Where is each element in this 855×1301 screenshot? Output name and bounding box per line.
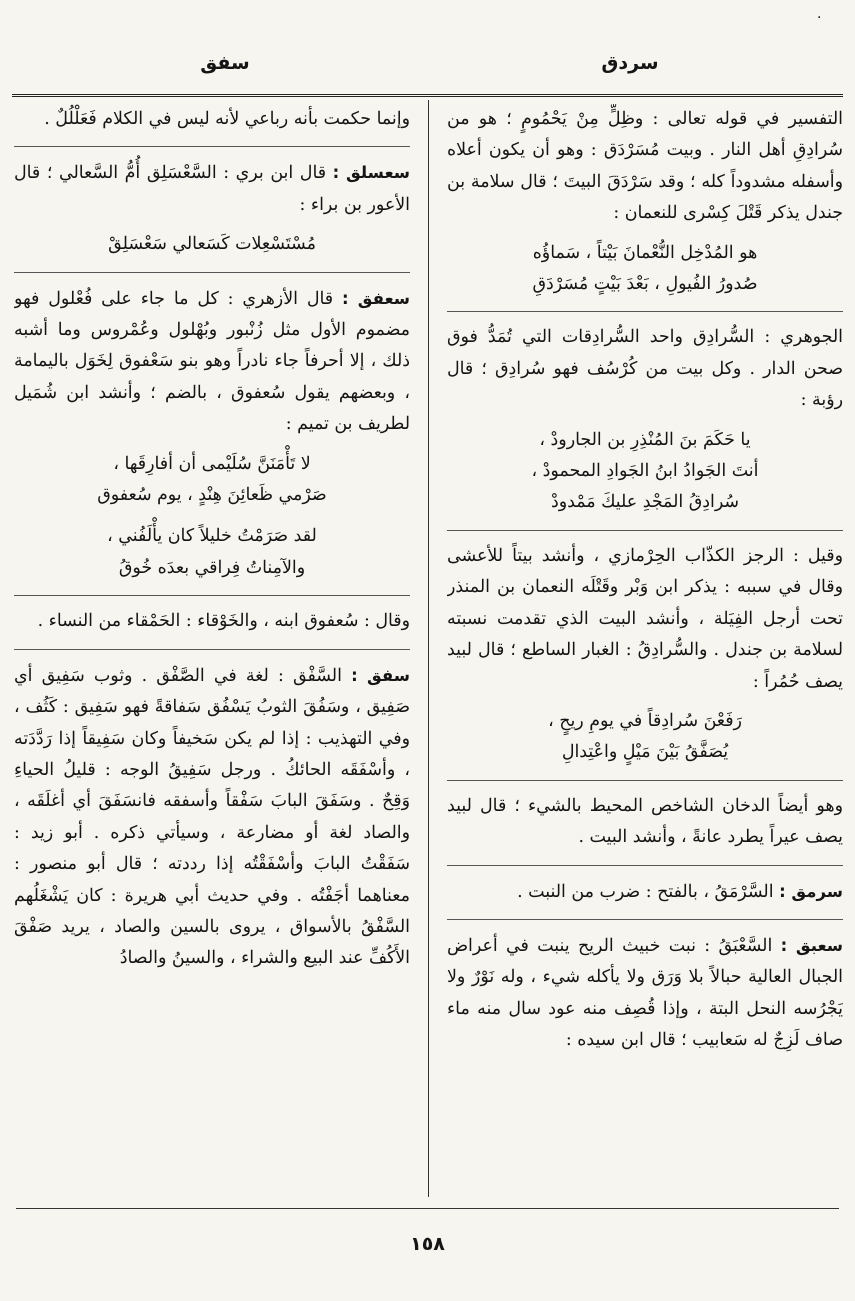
entry-text: قال الأزهري : كل ما جاء على فُعْلول فهو مضموم الأول مثل زُنْبور وبُهْلول وعُمْروس وما أشبه ذلك ، إلا أحرفاً جاء نادراً وهو بنو سَعْفوق لِخَوَل باليمامة ، وبعضهم يقول سُعفوق ، بالضم ؛ وأنشد ابن شُمَيل لطريف بن تميم : bbox=[14, 288, 410, 435]
entry-headword: سفق : bbox=[351, 665, 410, 685]
entry-separator bbox=[14, 649, 410, 650]
verse-line: لقد صَرَمْتُ خليلاً كان يأْلَفُني ، bbox=[107, 526, 317, 547]
verse-line: لا تَأْمَنَنَّ سُلَيْمى أن أفارِقَها ، bbox=[113, 453, 311, 474]
verse-line: هو المُدْخِل النُّعْمانَ بَيْتاً ، سَماؤُه bbox=[532, 242, 758, 263]
verse-line: يُصَفَّقُ بَيْنَ مَيْلٍ واعْتِدالِ bbox=[561, 742, 729, 763]
verse-line: صُدورُ الفُيولِ ، بَعْدَ بَيْتٍ مُسَرْدَقِ bbox=[532, 274, 758, 295]
footer-rule bbox=[16, 1208, 839, 1209]
corner-mark: . bbox=[817, 6, 822, 22]
entry-text: قال ابن بري : السَّعْسَلِق أُمُّ السَّعالي ؛ قال الأعور بن براء : bbox=[14, 163, 410, 215]
right-column bbox=[447, 104, 843, 1197]
entry-text: وإنما حكمت بأنه رباعي لأنه ليس في الكلام فَعَلْلُلٌ . bbox=[44, 109, 410, 129]
page-header bbox=[30, 52, 825, 88]
entry-separator bbox=[14, 272, 410, 273]
entry-headword: سعسلق : bbox=[332, 163, 410, 183]
entry-paragraph bbox=[447, 541, 843, 698]
verse-line: صَرْمي ظَعائِنَ هِنْدٍ ، يوم سُعفوق bbox=[97, 485, 327, 506]
verse-line: سُرادِقُ المَجْدِ عليكَ مَمْدودْ bbox=[550, 492, 740, 513]
entry-headword: سعفق : bbox=[342, 288, 410, 308]
entry-text: وهو أيضاً الدخان الشاخص المحيط بالشيء ؛ قال لبيد يصف عيراً يطرد عانةً ، وأنشد البيت . bbox=[447, 795, 843, 848]
page-number: ١٥٨ bbox=[410, 1233, 445, 1255]
entry-paragraph bbox=[447, 104, 843, 230]
verse-block bbox=[14, 229, 410, 260]
entry-text: وقيل : الرجز الكذّاب الحِرْمازي ، وأنشد بيتاً للأعشى وقال في سببه : يذكر ابن وَبْر وقَتْلَه النعمان بن المنذر تحت أرجل الفِيَلة ، وأنشد البيت الذي تقدمت نسبته لسلامة بن جندل . والسُّرادِقُ : الغبار الساطع ؛ قال لبيد يصف حُمُراً : bbox=[447, 545, 843, 692]
column-divider bbox=[428, 100, 429, 1197]
entry-headword: سعبق : bbox=[780, 935, 843, 955]
dictionary-entry bbox=[447, 876, 843, 908]
entry-separator bbox=[447, 780, 843, 781]
entry-separator bbox=[447, 919, 843, 920]
verse-block bbox=[14, 521, 410, 584]
verse-block bbox=[14, 449, 410, 512]
dictionary-entry bbox=[447, 930, 843, 1057]
entry-headword: سرمق : bbox=[779, 881, 843, 901]
verse-line: والآمِناتُ فِراقي بعدَه خُوقُ bbox=[118, 557, 306, 578]
header-guide-word-right: سردق bbox=[601, 52, 659, 74]
entry-text: السَّرْمَقُ ، بالفتح : ضرب من النبت . bbox=[517, 881, 780, 902]
entry-paragraph bbox=[14, 104, 410, 135]
verse-block bbox=[447, 238, 843, 301]
entry-separator bbox=[14, 146, 410, 147]
verse-block bbox=[447, 425, 843, 519]
verse-line: مُسْتَسْعِلات كَسَعالي سَعْسَلِقْ bbox=[108, 234, 316, 255]
dictionary-entry bbox=[14, 157, 410, 221]
entry-text: التفسير في قوله تعالى : وظِلٍّ مِنْ يَحْمُومٍ ؛ هو من سُرادِقِ أهل النار . وبيت مُسَرْدَق : وهو أن يكون أعلاه وأسفله مشدوداً كله ؛ وقد سَرْدَقَ البيتَ ؛ قال سلامة بن جندل يذكر قَتْلَ كِسْرى للنعمان : bbox=[447, 109, 843, 224]
entry-text: السَّعْبَقُ : نبت خبيث الريح ينبت في أعراض الجبال العالية حبالاً بلا وَرَق ولا يأكله شيء ، وله نَوْرٌ ولا يَجْرُسه النحل البتة ، وإذا قُصِف منه عود سال منه ماء صاف لَزِجٌ له سَعابيب ؛ قال ابن سيده : bbox=[447, 935, 843, 1051]
dictionary-entry bbox=[14, 283, 410, 441]
verse-line: أنتَ الجَوادُ ابنُ الجَوادِ المحمودْ ، bbox=[531, 461, 759, 482]
left-column bbox=[14, 104, 410, 1197]
entry-separator bbox=[447, 530, 843, 531]
header-rule bbox=[12, 94, 843, 97]
verse-block bbox=[447, 706, 843, 769]
entry-separator bbox=[14, 595, 410, 596]
header-guide-word-left: سفق bbox=[200, 52, 250, 74]
entry-paragraph bbox=[447, 322, 843, 416]
entry-separator bbox=[447, 311, 843, 312]
verse-line: يا حَكَمَ بنَ المُنْذِرِ بن الجارودْ ، bbox=[539, 429, 751, 450]
dictionary-entry bbox=[14, 660, 410, 975]
entry-text: الجوهري : السُّرادِق واحد السُّرادِقات التي تُمَدُّ فوق صحن الدار . وكل بيت من كُرْسُف فهو سُرادِق ؛ قال رؤبة : bbox=[447, 327, 843, 411]
entry-separator bbox=[447, 865, 843, 866]
verse-line: رَفَعْنَ سُرادِقاً في يومِ ريحٍ ، bbox=[548, 710, 742, 731]
entry-text: وقال : سُعفوق ابنه ، والخَوْقاء : الحَمْقاء من النساء . bbox=[37, 611, 410, 632]
entry-text: السَّفْق : لغة في الصَّفْق . وثوب سَفِيق أي صَفِيق ، وسَفُقَ الثوبُ يَسْفُق سَفاقةً فهو سَفِيق : كَثُف ، وفي التهذيب : إذا لم يكن سَخيفاً وكان سَفِيقاً إذا رَدَّدَته ، وأسْفَقَه الحائكُ . ورجل سَفِيقُ الوجه : قليلُ الحياءِ وَقِحٌ . وسَفَقَ البابَ سَفْقاً وأسفقه فانسَفَقَ أي أغلَقَه ، والصاد لغة أو مضارعة ، وسيأتي ذكره . أبو زيد : سَفَقْتُ البابَ وأسْفَقْتُه إذا رددته ؛ قال أبو منصور : معناهما أجَفْتُه . وفي حديث أبي هريرة : كان يَشْغَلُهم السَّفْقُ بالأسواق ، يروى بالسين والصاد ، يريد صَفْقَ الأَكُفِّ عند البيع والشراء ، والسينُ والصادُ bbox=[14, 665, 410, 969]
entry-paragraph bbox=[447, 791, 843, 854]
entry-paragraph bbox=[14, 606, 410, 637]
